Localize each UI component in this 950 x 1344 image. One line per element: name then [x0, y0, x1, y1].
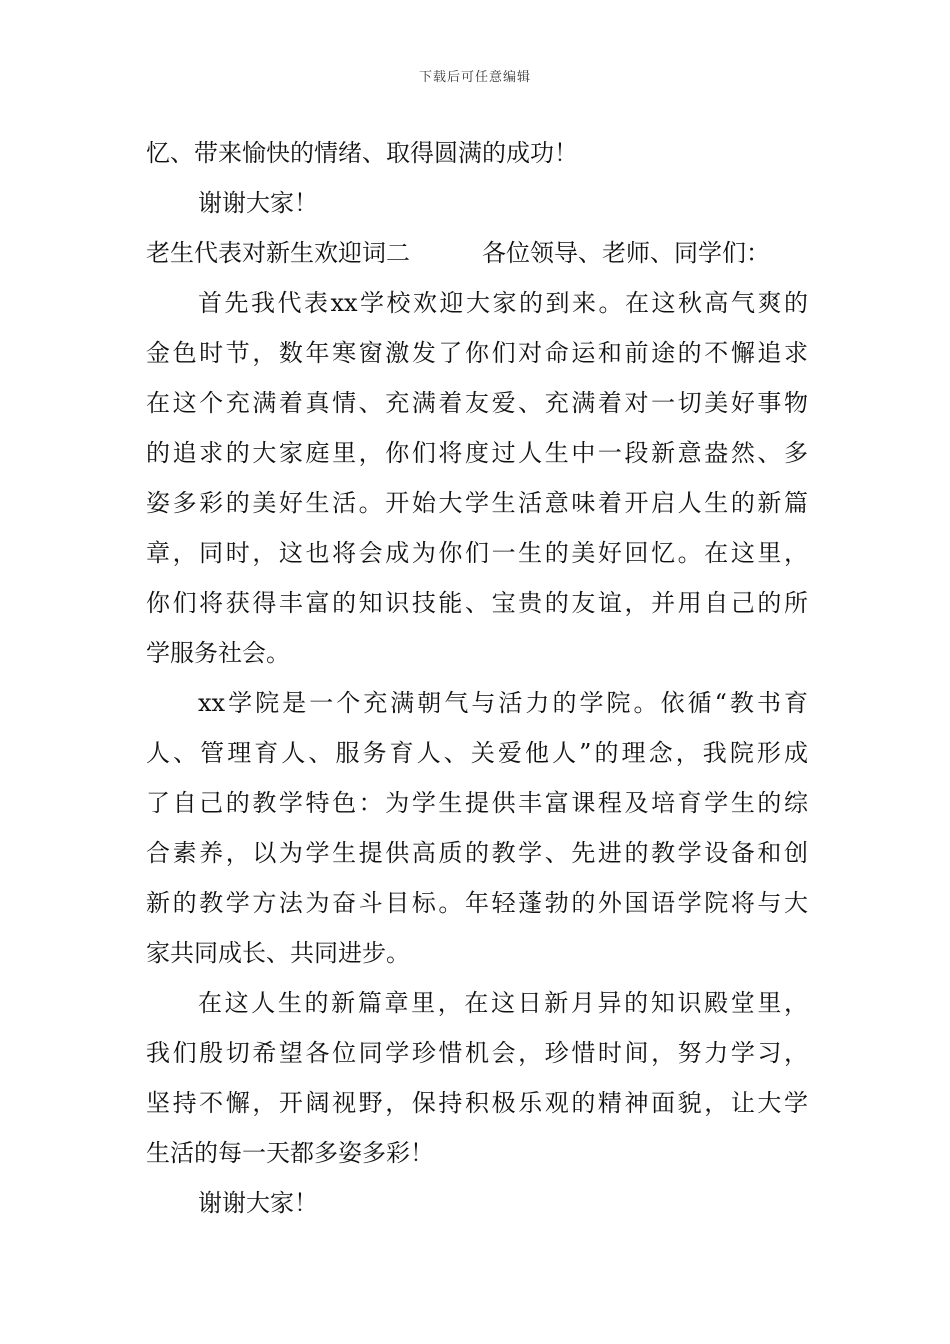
paragraph-line: 人、管理育人、服务育人、关爱他人”的理念，我院形成: [146, 739, 808, 767]
paragraph-line: 在这个充满着真情、充满着友爱、充满着对一切美好事物: [146, 389, 808, 417]
paragraph-line: 姿多彩的美好生活。开始大学生活意味着开启人生的新篇: [146, 489, 808, 517]
paragraph-line: 的追求的大家庭里，你们将度过人生中一段新意盎然、多: [146, 439, 808, 467]
paragraph-line: 在这人生的新篇章里，在这日新月异的知识殿堂里，: [198, 989, 808, 1017]
paragraph-line: 你们将获得丰富的知识技能、宝贵的友谊，并用自己的所: [146, 589, 808, 617]
paragraph-line: 章，同时，这也将会成为你们一生的美好回忆。在这里，: [146, 539, 808, 567]
paragraph-line: 了自己的教学特色：为学生提供丰富课程及培育学生的综: [146, 789, 808, 817]
text-line: 忆、带来愉快的情绪、取得圆满的成功！: [146, 139, 578, 167]
document-body: [146, 128, 808, 1228]
paragraph-line: 坚持不懈，开阔视野，保持积极乐观的精神面貌，让大学: [146, 1089, 808, 1117]
salutation: 各位领导、老师、同学们：: [482, 239, 770, 267]
paragraph-line: xx学院是一个充满朝气与活力的学院。依循“教书育: [198, 689, 808, 717]
paragraph-line: 家共同成长、共同进步。: [146, 939, 410, 967]
page-header: 下载后可任意编辑: [418, 70, 531, 85]
text-line-thanks: 谢谢大家！: [198, 189, 318, 217]
paragraph-line: 新的教学方法为奋斗目标。年轻蓬勃的外国语学院将与大: [146, 889, 808, 917]
paragraph-line: 我们殷切希望各位同学珍惜机会，珍惜时间，努力学习，: [146, 1039, 808, 1067]
paragraph-line: 生活的每一天都多姿多彩！: [146, 1139, 434, 1167]
section-title: 老生代表对新生欢迎词二: [146, 239, 410, 267]
section-title-line: [146, 228, 808, 278]
paragraph-line: 学服务社会。: [146, 639, 290, 667]
paragraph-line: 合素养，以为学生提供高质的教学、先进的教学设备和创: [146, 839, 808, 867]
closing-line: 谢谢大家！: [198, 1189, 318, 1217]
paragraph-line: 首先我代表xx学校欢迎大家的到来。在这秋高气爽的: [198, 289, 808, 317]
paragraph-line: 金色时节，数年寒窗激发了你们对命运和前途的不懈追求: [146, 339, 808, 367]
